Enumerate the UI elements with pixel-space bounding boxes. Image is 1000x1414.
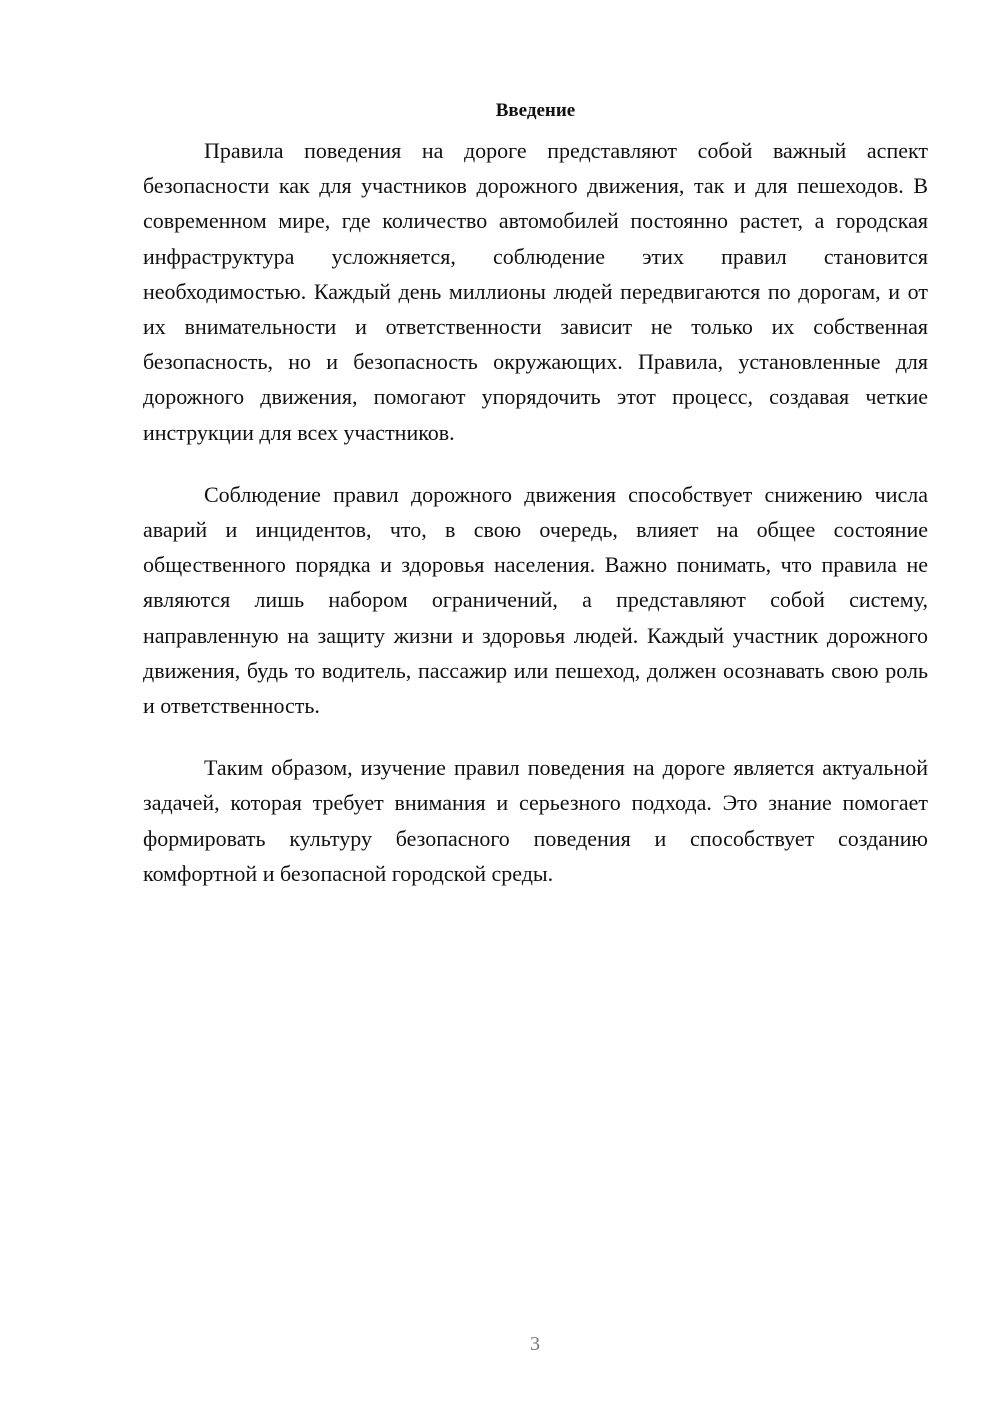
paragraph-2: Соблюдение правил дорожного движения способствует снижению числа аварий и инцидентов, что, в свою очередь, влияет на общее состояние общественного порядка и здоровья населения. Важно понимать, что правила не являются лишь набором ограничений, а представляют собой систему, направленную на защиту жизни и здоровья людей. Каждый участник дорожного движения, будь то водитель, пассажир или пешеход, должен осознавать свою роль и ответственность. [143, 481, 928, 719]
paragraph-1: Правила поведения на дороге представляют собой важный аспект безопасности как для участников дорожного движения, так и для пешеходов. В современном мире, где количество автомобилей постоянно растет, а городская инфраструктура усложняется, соблюдение этих правил становится необходимостью. Каждый день миллионы людей передвигаются по дорогам, и от их внимательности и ответственности зависит не только их собственная безопасность, но и безопасность окружающих. Правила, установленные для дорожного движения, помогают упорядочить этот процесс, создавая четкие инструкции для всех участников. [143, 138, 928, 445]
paragraph-3: Таким образом, изучение правил поведения на дороге является актуальной задачей, которая требует внимания и серьезного подхода. Это знание помогает формировать культуру безопасного поведения и способствует созданию комфортной и безопасной городской среды. [143, 755, 928, 886]
section-title: Введение [495, 100, 576, 121]
page-number: 3 [530, 1333, 540, 1355]
page-content [143, 96, 928, 918]
